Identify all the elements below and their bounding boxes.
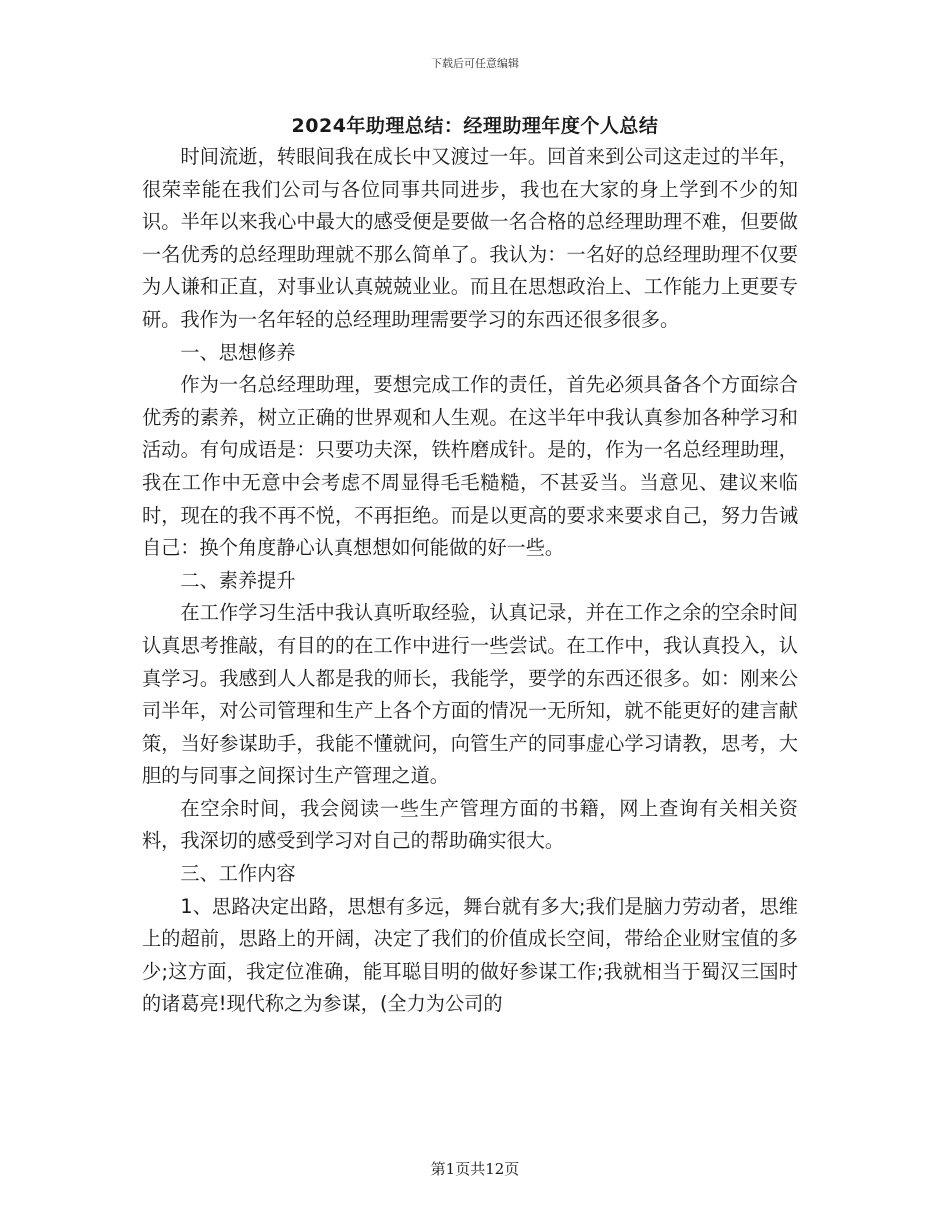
paragraph-section-3: 1、思路决定出路，思想有多远，舞台就有多大;我们是脑力劳动者，思维上的超前，思路上的开阔，决定了我们的价值成长空间，带给企业财宝值的多少;这方面，我定位准确，能耳聪目明的做好参谋工作;我就相当于蜀汉三国时的诸葛亮!现代称之为参谋，(全力为公司的 (142, 894, 798, 1016)
paragraph-section-1: 作为一名总经理助理，要想完成工作的责任，首先必须具备各个方面综合优秀的素养，树立正确的世界观和人生观。在这半年中我认真参加各种学习和活动。有句成语是：只要功夫深，铁杵磨成针。是的，作为一名总经理助理，我在工作中无意中会考虑不周显得毛毛糙糙，不甚妥当。当意见、建议来临时，现在的我不再不悦，不再拒绝。而是以更高的要求来要求自己，努力告诫自己：换个角度静心认真想想如何能做的好一些。 (142, 373, 798, 560)
page-number: 第1页共12页 (430, 1160, 520, 1178)
header-note: 下载后可任意编辑 (431, 57, 519, 70)
section-heading-3: 三、工作内容 (180, 862, 296, 886)
section-heading-1: 一、思想修养 (180, 340, 296, 364)
paragraph-section-2b: 在空余时间，我会阅读一些生产管理方面的书籍，网上查询有关相关资料，我深切的感受到学习对自己的帮助确实很大。 (142, 796, 798, 853)
paragraph-section-2a: 在工作学习生活中我认真听取经验，认真记录，并在工作之余的空余时间认真思考推敲，有目的的在工作中进行一些尝试。在工作中，我认真投入，认真学习。我感到人人都是我的师长，我能学，要学的东西还很多。如：刚来公司半年，对公司管理和生产上各个方面的情况一无所知，就不能更好的建言献策，当好参谋助手，我能不懂就问，向管生产的同事虚心学习请教，思考，大胆的与同事之间探讨生产管理之道。 (142, 601, 798, 788)
section-heading-2: 二、素养提升 (180, 568, 296, 592)
document-title: 2024年助理总结：经理助理年度个人总结 (291, 115, 659, 137)
paragraph-intro: 时间流逝，转眼间我在成长中又渡过一年。回首来到公司这走过的半年，很荣幸能在我们公司与各位同事共同进步，我也在大家的身上学到不少的知识。半年以来我心中最大的感受便是要做一名合格的总经理助理不难，但要做一名优秀的总经理助理就不那么简单了。我认为：一名好的总经理助理不仅要为人谦和正直，对事业认真兢兢业业。而且在思想政治上、工作能力上更要专研。我作为一名年轻的总经理助理需要学习的东西还很多很多。 (142, 145, 798, 331)
document-body (142, 141, 798, 1021)
